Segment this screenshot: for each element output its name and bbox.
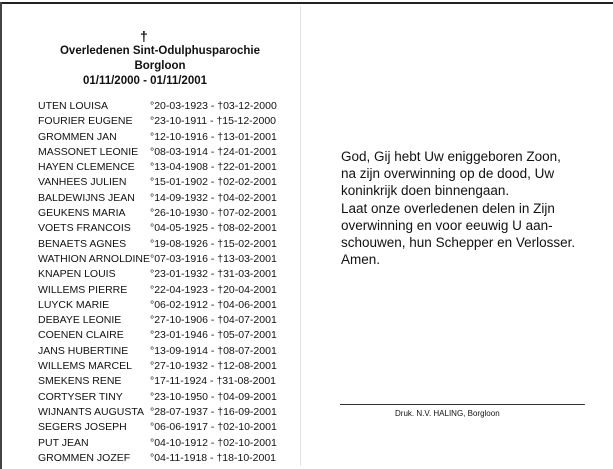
footer-divider xyxy=(340,404,585,405)
deceased-dates: °12-10-1916 - †13-01-2001 xyxy=(150,130,277,143)
deceased-dates: °27-10-1906 - †04-07-2001 xyxy=(150,314,277,327)
town-name: Borgloon xyxy=(134,60,186,72)
deceased-dates: °22-04-1923 - †20-04-2001 xyxy=(150,283,277,296)
card-edge-left xyxy=(0,2,2,469)
deceased-row xyxy=(38,267,298,282)
deceased-name: HAYEN CLEMENCE xyxy=(38,161,135,174)
verse-line-4: Laat onze overledenen delen in Zijn xyxy=(341,201,555,216)
deceased-name: WILLEMS PIERRE xyxy=(38,283,128,296)
deceased-name: KNAPEN LOUIS xyxy=(38,268,116,281)
deceased-row xyxy=(38,436,298,451)
cross-symbol: † xyxy=(140,28,148,44)
deceased-row xyxy=(38,145,298,160)
deceased-dates: °23-10-1950 - †04-09-2001 xyxy=(150,390,277,403)
deceased-name: BALDEWIJNS JEAN xyxy=(38,191,135,204)
deceased-name: SEGERS JOSEPH xyxy=(38,421,127,434)
verse-line-7: Amen. xyxy=(341,252,381,267)
deceased-name: CORTYSER TINY xyxy=(38,390,123,403)
verse-line-3: koninkrijk doen binnengaan. xyxy=(341,183,510,198)
verse-line-5: overwinning en voor eeuwig U aan- xyxy=(341,218,553,233)
deceased-name: GEUKENS MARIA xyxy=(38,207,126,220)
deceased-name: COENEN CLAIRE xyxy=(38,329,124,342)
deceased-row xyxy=(38,313,298,328)
deceased-dates: °23-01-1932 - †31-03-2001 xyxy=(150,268,277,281)
deceased-name: VOETS FRANCOIS xyxy=(38,222,131,235)
deceased-dates: °23-01-1946 - †05-07-2001 xyxy=(150,329,277,342)
deceased-dates: °23-10-1911 - †15-12-2000 xyxy=(150,115,277,128)
deceased-dates: °13-04-1908 - †22-01-2001 xyxy=(150,161,277,174)
deceased-name: WIJNANTS AUGUSTA xyxy=(38,405,144,418)
verse-line-1: God, Gij hebt Uw eniggeboren Zoon, xyxy=(341,149,561,164)
deceased-dates: °04-11-1918 - †18-10-2001 xyxy=(150,451,277,464)
deceased-row xyxy=(38,328,298,343)
deceased-name: VANHEES JULIEN xyxy=(38,176,127,189)
deceased-row xyxy=(38,390,298,405)
deceased-row xyxy=(38,298,298,313)
deceased-name: JANS HUBERTINE xyxy=(38,344,129,357)
deceased-row xyxy=(38,99,298,114)
deceased-name: GROMMEN JOZEF xyxy=(38,451,131,464)
deceased-row xyxy=(38,160,298,175)
deceased-row xyxy=(38,237,298,252)
deceased-name: SMEKENS RENE xyxy=(38,375,122,388)
deceased-dates: °04-05-1925 - †08-02-2001 xyxy=(150,222,277,235)
deceased-row xyxy=(38,221,298,236)
deceased-row xyxy=(38,283,298,298)
deceased-row xyxy=(38,374,298,389)
verse-line-6: schouwen, hun Schepper en Verlosser. xyxy=(341,235,576,250)
deceased-row xyxy=(38,130,298,145)
deceased-name: MASSONET LEONIE xyxy=(38,145,139,158)
deceased-name: DEBAYE LEONIE xyxy=(38,314,122,327)
deceased-dates: °27-10-1932 - †12-08-2001 xyxy=(150,360,277,373)
deceased-name: UTEN LOUISA xyxy=(38,100,109,112)
deceased-dates: °06-06-1917 - †02-10-2001 xyxy=(150,421,277,434)
deceased-row xyxy=(38,405,298,420)
deceased-name: PUT JEAN xyxy=(38,436,89,449)
period-range: 01/11/2000 - 01/11/2001 xyxy=(82,75,208,87)
deceased-row xyxy=(38,175,298,190)
deceased-dates: °20-03-1923 - †03-12-2000 xyxy=(150,100,277,112)
printer-credit: Druk. N.V. HALING, Borgloon xyxy=(395,409,500,418)
deceased-dates: °15-01-1902 - †02-02-2001 xyxy=(150,176,277,189)
deceased-name: BENAETS AGNES xyxy=(38,237,127,250)
deceased-dates: °26-10-1930 - †07-02-2001 xyxy=(150,207,277,220)
deceased-dates: °14-09-1932 - †04-02-2001 xyxy=(150,191,277,204)
deceased-dates: °06-02-1912 - †04-06-2001 xyxy=(150,298,277,311)
deceased-row xyxy=(38,191,298,206)
deceased-dates: °04-10-1912 - †02-10-2001 xyxy=(150,436,277,449)
deceased-row xyxy=(38,344,298,359)
card-edge-top xyxy=(0,2,613,4)
deceased-row xyxy=(38,206,298,221)
deceased-dates: °08-03-1914 - †24-01-2001 xyxy=(150,145,277,158)
deceased-list xyxy=(38,99,298,466)
deceased-dates: °19-08-1926 - †15-02-2001 xyxy=(150,237,277,250)
parish-title: Overledenen Sint-Odulphusparochie xyxy=(59,45,260,57)
deceased-name: GROMMEN JAN xyxy=(38,130,117,143)
deceased-dates: °13-09-1914 - †08-07-2001 xyxy=(150,344,277,357)
deceased-row xyxy=(38,359,298,374)
deceased-row xyxy=(38,420,298,435)
deceased-dates: °28-07-1937 - †16-09-2001 xyxy=(150,405,277,418)
deceased-row xyxy=(38,114,298,129)
deceased-dates: °07-03-1916 - †13-03-2001 xyxy=(150,252,277,265)
verse-line-2: na zijn overwinning op de dood, Uw xyxy=(341,166,555,181)
deceased-name: WILLEMS MARCEL xyxy=(38,360,132,373)
deceased-name: WATHION ARNOLDINE xyxy=(38,252,151,265)
deceased-row xyxy=(38,451,298,466)
card-fold xyxy=(300,6,301,466)
deceased-name: FOURIER EUGENE xyxy=(38,115,133,128)
deceased-dates: °17-11-1924 - †31-08-2001 xyxy=(150,375,277,388)
deceased-row xyxy=(38,252,298,267)
deceased-name: LUYCK MARIE xyxy=(38,298,110,311)
